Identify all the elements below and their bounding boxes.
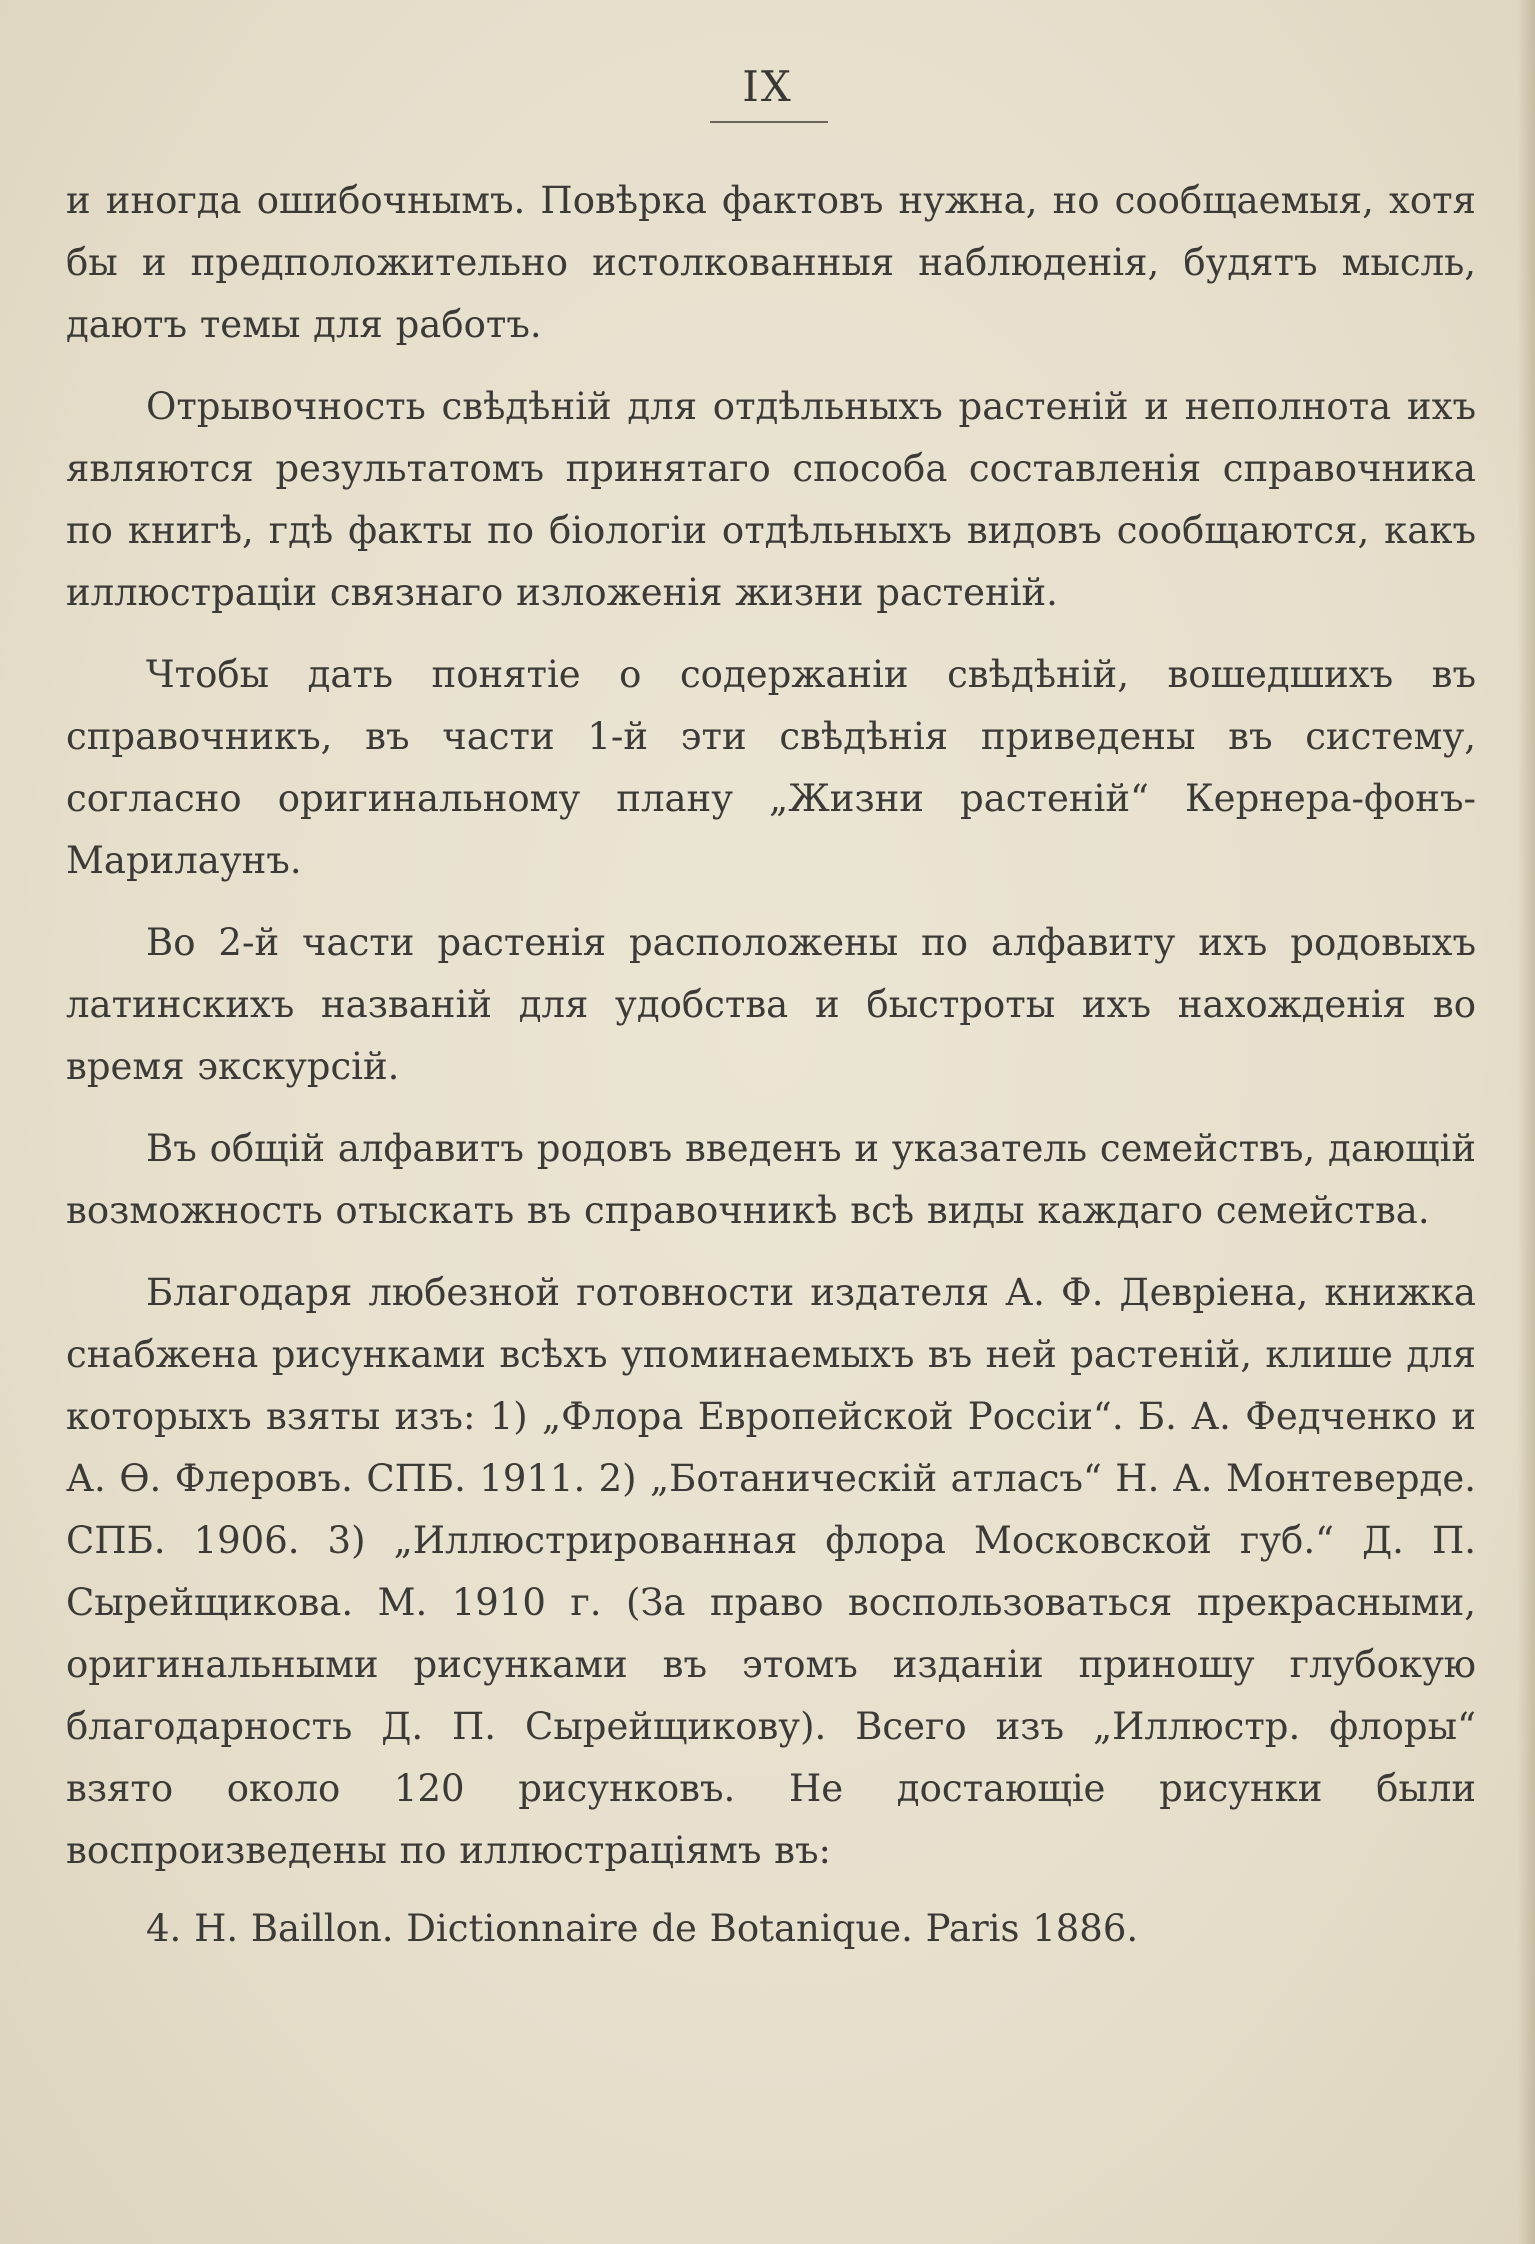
reference-entry: 4. H. Baillon. Dictionnaire de Botanique. Paris 1886. xyxy=(146,1907,1139,1950)
page-number: IX xyxy=(742,62,793,111)
paragraph: Чтобы дать понятіе о содержаніи свѣдѣній, вошедшихъ въ справочникъ, въ части 1-й эти свѣдѣнія приведены въ систему, согласно оригинальному плану „Жизни растеній“ Кернера-фонъ-Марилаунъ. xyxy=(66,653,1476,882)
paragraph: Благодаря любезной готовности издателя А. Ф. Девріена, книжка снабжена рисунками всѣхъ упоминаемыхъ въ ней растеній, клише для которыхъ взяты изъ: 1) „Флора Европейской Россіи“. Б. А. Федченко и А. Ѳ. Флеровъ. СПБ. 1911. 2) „Ботаническій атласъ“ Н. А. Монтеверде. СПБ. 1906. 3) „Иллюстрированная флора Московской губ.“ Д. П. Сырейщикова. М. 1910 г. (За право воспользоваться прекрасными, оригинальными рисунками въ этомъ изданіи приношу глубокую благодарность Д. П. Сырейщикову). Всего изъ „Иллюстр. флоры“ взято около 120 рисунковъ. Не достающіе рисунки были воспроизведены по иллюстраціямъ въ: xyxy=(66,1271,1476,1872)
paragraph-continued: и иногда ошибочнымъ. Повѣрка фактовъ нужна, но сообщаемыя, хотя бы и предположительно истолкованныя наблюденія, будятъ мысль, даютъ темы для работъ. xyxy=(66,179,1476,346)
body-text xyxy=(66,170,1476,1980)
paragraph: Во 2-й части растенія расположены по алфавиту ихъ родовыхъ латинскихъ названій для удобства и быстроты ихъ нахожденія во время экскурсій. xyxy=(66,921,1476,1088)
paragraph: Въ общій алфавитъ родовъ введенъ и указатель семействъ, дающій возможность отыскать въ справочникѣ всѣ виды каждаго семейства. xyxy=(66,1127,1476,1232)
paragraph: Отрывочность свѣдѣній для отдѣльныхъ растеній и неполнота ихъ являются результатомъ принятаго способа составленія справочника по книгѣ, гдѣ факты по біологіи отдѣльныхъ видовъ сообщаются, какъ иллюстраціи связнаго изложенія жизни растеній. xyxy=(66,385,1476,614)
header-rule xyxy=(710,121,828,123)
